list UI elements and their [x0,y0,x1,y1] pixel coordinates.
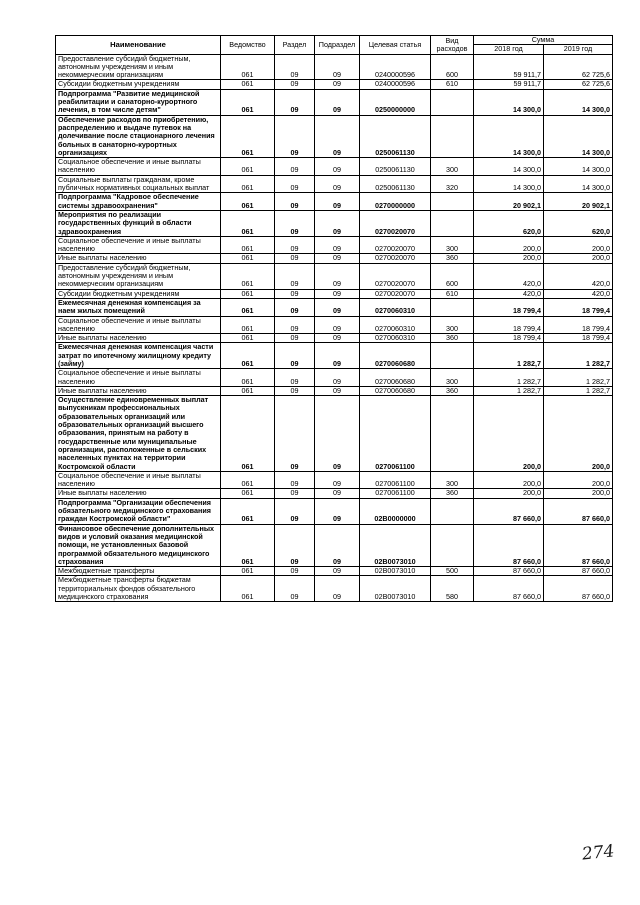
row-sum-2018: 420,0 [474,289,544,298]
table-body [56,54,613,602]
row-sum-2018: 620,0 [474,210,544,236]
row-vedomstvo: 061 [221,567,275,576]
row-sum-2018: 87 660,0 [474,524,544,566]
row-name: Ежемесячная денежная компенсация части затрат по ипотечному жилищному кредиту (займу) [56,343,221,369]
table-row [56,254,613,263]
row-vid-raskhodov: 360 [431,489,474,498]
row-podrazdel: 09 [315,115,360,157]
row-vid-raskhodov: 300 [431,471,474,489]
header-podrazdel: Подраздел [315,36,360,55]
row-name: Иные выплаты населению [56,489,221,498]
row-name: Иные выплаты населению [56,254,221,263]
row-podrazdel: 09 [315,236,360,254]
row-razdel: 09 [275,236,315,254]
row-sum-2018: 14 300,0 [474,115,544,157]
row-vid-raskhodov: 600 [431,263,474,289]
row-name: Социальное обеспечение и иные выплаты населению [56,158,221,176]
row-sum-2018: 18 799,4 [474,298,544,316]
row-razdel: 09 [275,334,315,343]
row-celevaya-statya: 0270061100 [360,471,431,489]
table-row [56,175,613,193]
row-vedomstvo: 061 [221,89,275,115]
row-vid-raskhodov: 580 [431,576,474,602]
row-vedomstvo: 061 [221,289,275,298]
row-razdel: 09 [275,80,315,89]
row-vid-raskhodov: 610 [431,289,474,298]
table-row [56,263,613,289]
row-sum-2019: 18 799,4 [544,334,613,343]
row-name: Осуществление единовременных выплат выпускникам профессиональных образовательных организаций или образовательных организаций высшего образования, принятым на работу в государственные или муниципальные организации, расположенные в сельских населенных пунктах на территории Костромской области [56,396,221,472]
row-sum-2018: 18 799,4 [474,316,544,334]
row-vid-raskhodov: 360 [431,254,474,263]
row-sum-2019: 200,0 [544,471,613,489]
row-vedomstvo: 061 [221,210,275,236]
row-sum-2019: 20 902,1 [544,193,613,211]
row-name: Субсидии бюджетным учреждениям [56,80,221,89]
row-vid-raskhodov [431,210,474,236]
row-celevaya-statya: 02В0073010 [360,524,431,566]
row-vedomstvo: 061 [221,471,275,489]
table-row [56,54,613,80]
table-row [56,396,613,472]
table-row [56,89,613,115]
row-podrazdel: 09 [315,289,360,298]
row-vedomstvo: 061 [221,236,275,254]
row-vid-raskhodov [431,193,474,211]
row-sum-2019: 200,0 [544,396,613,472]
row-vid-raskhodov [431,524,474,566]
row-sum-2018: 20 902,1 [474,193,544,211]
row-vedomstvo: 061 [221,386,275,395]
row-sum-2019: 14 300,0 [544,175,613,193]
row-sum-2019: 200,0 [544,489,613,498]
row-podrazdel: 09 [315,498,360,524]
table-row [56,343,613,369]
row-vedomstvo: 061 [221,80,275,89]
table-row [56,498,613,524]
row-razdel: 09 [275,471,315,489]
row-name: Мероприятия по реализации государственных функций в области здравоохранения [56,210,221,236]
row-name: Подпрограмма "Развитие медицинской реабилитации и санаторно-курортного лечения, в том числе детям" [56,89,221,115]
row-podrazdel: 09 [315,210,360,236]
row-podrazdel: 09 [315,386,360,395]
row-vedomstvo: 061 [221,175,275,193]
row-celevaya-statya: 0270061100 [360,489,431,498]
row-name: Субсидии бюджетным учреждениям [56,289,221,298]
row-sum-2019: 62 725,6 [544,54,613,80]
row-name: Социальные выплаты гражданам, кроме публичных нормативных социальных выплат [56,175,221,193]
row-vedomstvo: 061 [221,334,275,343]
table-row [56,289,613,298]
row-name: Ежемесячная денежная компенсация за наем жилых помещений [56,298,221,316]
row-vedomstvo: 061 [221,254,275,263]
row-sum-2018: 200,0 [474,236,544,254]
row-podrazdel: 09 [315,316,360,334]
row-vedomstvo: 061 [221,316,275,334]
row-sum-2019: 14 300,0 [544,89,613,115]
row-sum-2018: 1 282,7 [474,369,544,387]
row-podrazdel: 09 [315,298,360,316]
row-podrazdel: 09 [315,334,360,343]
table-row [56,316,613,334]
row-sum-2019: 200,0 [544,254,613,263]
header-vid-raskhodov: Вид расходов [431,36,474,55]
row-celevaya-statya: 0250061130 [360,158,431,176]
header-vedomstvo: Ведомство [221,36,275,55]
row-celevaya-statya: 0270060680 [360,369,431,387]
row-vedomstvo: 061 [221,498,275,524]
table-row [56,80,613,89]
row-podrazdel: 09 [315,489,360,498]
row-sum-2018: 14 300,0 [474,158,544,176]
row-sum-2019: 18 799,4 [544,316,613,334]
row-vid-raskhodov: 500 [431,567,474,576]
header-summa: Сумма [474,36,613,45]
header-celevaya-statya: Целевая статья [360,36,431,55]
row-vid-raskhodov [431,298,474,316]
row-podrazdel: 09 [315,175,360,193]
table-row [56,471,613,489]
row-celevaya-statya: 0250000000 [360,89,431,115]
row-podrazdel: 09 [315,54,360,80]
row-sum-2019: 87 660,0 [544,576,613,602]
header-name: Наименование [56,36,221,55]
row-podrazdel: 09 [315,396,360,472]
row-sum-2018: 87 660,0 [474,576,544,602]
row-razdel: 09 [275,89,315,115]
row-razdel: 09 [275,369,315,387]
row-razdel: 09 [275,54,315,80]
row-vid-raskhodov [431,115,474,157]
row-sum-2018: 14 300,0 [474,89,544,115]
row-sum-2019: 87 660,0 [544,498,613,524]
row-vedomstvo: 061 [221,576,275,602]
row-vid-raskhodov: 300 [431,158,474,176]
row-celevaya-statya: 0270000000 [360,193,431,211]
row-name: Финансовое обеспечение дополнительных видов и условий оказания медицинской помощи, не установленных базовой программой обязательного медицинского страхования [56,524,221,566]
row-celevaya-statya: 02В0000000 [360,498,431,524]
table-row [56,193,613,211]
row-name: Предоставление субсидий бюджетным, автономным учреждениям и иным некоммерческим организациям [56,263,221,289]
row-vid-raskhodov: 610 [431,80,474,89]
row-vid-raskhodov: 600 [431,54,474,80]
row-name: Межбюджетные трансферты [56,567,221,576]
row-celevaya-statya: 0240000596 [360,54,431,80]
row-vedomstvo: 061 [221,489,275,498]
row-podrazdel: 09 [315,254,360,263]
row-vid-raskhodov: 360 [431,386,474,395]
row-vedomstvo: 061 [221,524,275,566]
row-sum-2018: 14 300,0 [474,175,544,193]
row-name: Предоставление субсидий бюджетным, автономным учреждениям и иным некоммерческим организациям [56,54,221,80]
row-podrazdel: 09 [315,524,360,566]
row-razdel: 09 [275,210,315,236]
row-razdel: 09 [275,498,315,524]
table-row [56,158,613,176]
row-vid-raskhodov: 300 [431,316,474,334]
row-razdel: 09 [275,158,315,176]
row-celevaya-statya: 02В0073010 [360,576,431,602]
row-vedomstvo: 061 [221,263,275,289]
row-celevaya-statya: 0250061130 [360,115,431,157]
row-vedomstvo: 061 [221,54,275,80]
row-name: Обеспечение расходов по приобретению, распределению и выдаче путевок на долечивание после стационарного лечения больных в санаторно-курортных организациях [56,115,221,157]
row-vid-raskhodov: 320 [431,175,474,193]
row-celevaya-statya: 0240000596 [360,80,431,89]
row-razdel: 09 [275,193,315,211]
table-row [56,298,613,316]
row-name: Подпрограмма "Организации обеспечения обязательного медицинского страхования граждан Костромской области" [56,498,221,524]
row-razdel: 09 [275,115,315,157]
row-razdel: 09 [275,386,315,395]
row-celevaya-statya: 0270020070 [360,289,431,298]
row-sum-2018: 18 799,4 [474,334,544,343]
row-celevaya-statya: 0270060310 [360,316,431,334]
row-razdel: 09 [275,298,315,316]
row-celevaya-statya: 0270020070 [360,254,431,263]
row-celevaya-statya: 0270060310 [360,334,431,343]
row-sum-2019: 87 660,0 [544,524,613,566]
row-name: Социальное обеспечение и иные выплаты населению [56,316,221,334]
row-celevaya-statya: 0270020070 [360,236,431,254]
row-sum-2019: 14 300,0 [544,115,613,157]
row-sum-2019: 1 282,7 [544,369,613,387]
table-row [56,524,613,566]
header-2018: 2018 год [474,45,544,54]
page-number-handwritten: 274 [581,841,616,865]
row-sum-2018: 200,0 [474,471,544,489]
row-sum-2018: 59 911,7 [474,54,544,80]
row-vedomstvo: 061 [221,369,275,387]
row-celevaya-statya: 0250061130 [360,175,431,193]
row-razdel: 09 [275,289,315,298]
row-vid-raskhodov: 300 [431,369,474,387]
header-2019: 2019 год [544,45,613,54]
row-sum-2018: 420,0 [474,263,544,289]
row-podrazdel: 09 [315,471,360,489]
row-name: Социальное обеспечение и иные выплаты населению [56,236,221,254]
row-podrazdel: 09 [315,263,360,289]
row-podrazdel: 09 [315,80,360,89]
row-razdel: 09 [275,396,315,472]
row-podrazdel: 09 [315,576,360,602]
table-row [56,236,613,254]
row-name: Межбюджетные трансферты бюджетам территориальных фондов обязательного медицинского страхования [56,576,221,602]
row-sum-2018: 200,0 [474,489,544,498]
row-vid-raskhodov [431,396,474,472]
row-celevaya-statya: 02В0073010 [360,567,431,576]
row-vedomstvo: 061 [221,193,275,211]
row-celevaya-statya: 0270060310 [360,298,431,316]
row-podrazdel: 09 [315,343,360,369]
row-sum-2018: 1 282,7 [474,343,544,369]
row-name: Подпрограмма "Кадровое обеспечение системы здравоохранения" [56,193,221,211]
row-vedomstvo: 061 [221,396,275,472]
row-celevaya-statya: 0270020070 [360,263,431,289]
row-podrazdel: 09 [315,89,360,115]
row-razdel: 09 [275,524,315,566]
row-sum-2019: 620,0 [544,210,613,236]
row-razdel: 09 [275,567,315,576]
row-sum-2019: 87 660,0 [544,567,613,576]
table-row [56,489,613,498]
row-podrazdel: 09 [315,193,360,211]
row-sum-2019: 1 282,7 [544,386,613,395]
row-sum-2019: 200,0 [544,236,613,254]
row-vid-raskhodov [431,498,474,524]
row-sum-2018: 1 282,7 [474,386,544,395]
row-podrazdel: 09 [315,567,360,576]
row-sum-2019: 420,0 [544,263,613,289]
row-razdel: 09 [275,316,315,334]
row-razdel: 09 [275,254,315,263]
row-vid-raskhodov: 360 [431,334,474,343]
row-podrazdel: 09 [315,369,360,387]
table-row [56,210,613,236]
row-vedomstvo: 061 [221,343,275,369]
row-sum-2019: 420,0 [544,289,613,298]
row-name: Иные выплаты населению [56,386,221,395]
row-sum-2019: 1 282,7 [544,343,613,369]
row-celevaya-statya: 0270060680 [360,343,431,369]
table-row [56,369,613,387]
row-name: Социальное обеспечение и иные выплаты населению [56,369,221,387]
row-celevaya-statya: 0270060680 [360,386,431,395]
budget-table [55,35,613,602]
row-razdel: 09 [275,576,315,602]
row-sum-2019: 62 725,6 [544,80,613,89]
row-vedomstvo: 061 [221,115,275,157]
row-sum-2019: 18 799,4 [544,298,613,316]
row-sum-2018: 87 660,0 [474,498,544,524]
row-razdel: 09 [275,343,315,369]
row-celevaya-statya: 0270020070 [360,210,431,236]
row-sum-2018: 200,0 [474,254,544,263]
row-razdel: 09 [275,175,315,193]
row-vid-raskhodov [431,89,474,115]
row-name: Иные выплаты населению [56,334,221,343]
row-sum-2019: 14 300,0 [544,158,613,176]
table-row [56,115,613,157]
row-podrazdel: 09 [315,158,360,176]
row-razdel: 09 [275,489,315,498]
row-sum-2018: 59 911,7 [474,80,544,89]
row-sum-2018: 87 660,0 [474,567,544,576]
row-celevaya-statya: 0270061100 [360,396,431,472]
row-vedomstvo: 061 [221,298,275,316]
row-vid-raskhodov: 300 [431,236,474,254]
row-razdel: 09 [275,263,315,289]
row-vedomstvo: 061 [221,158,275,176]
header-razdel: Раздел [275,36,315,55]
row-vid-raskhodov [431,343,474,369]
row-sum-2018: 200,0 [474,396,544,472]
table-row [56,576,613,602]
row-name: Социальное обеспечение и иные выплаты населению [56,471,221,489]
